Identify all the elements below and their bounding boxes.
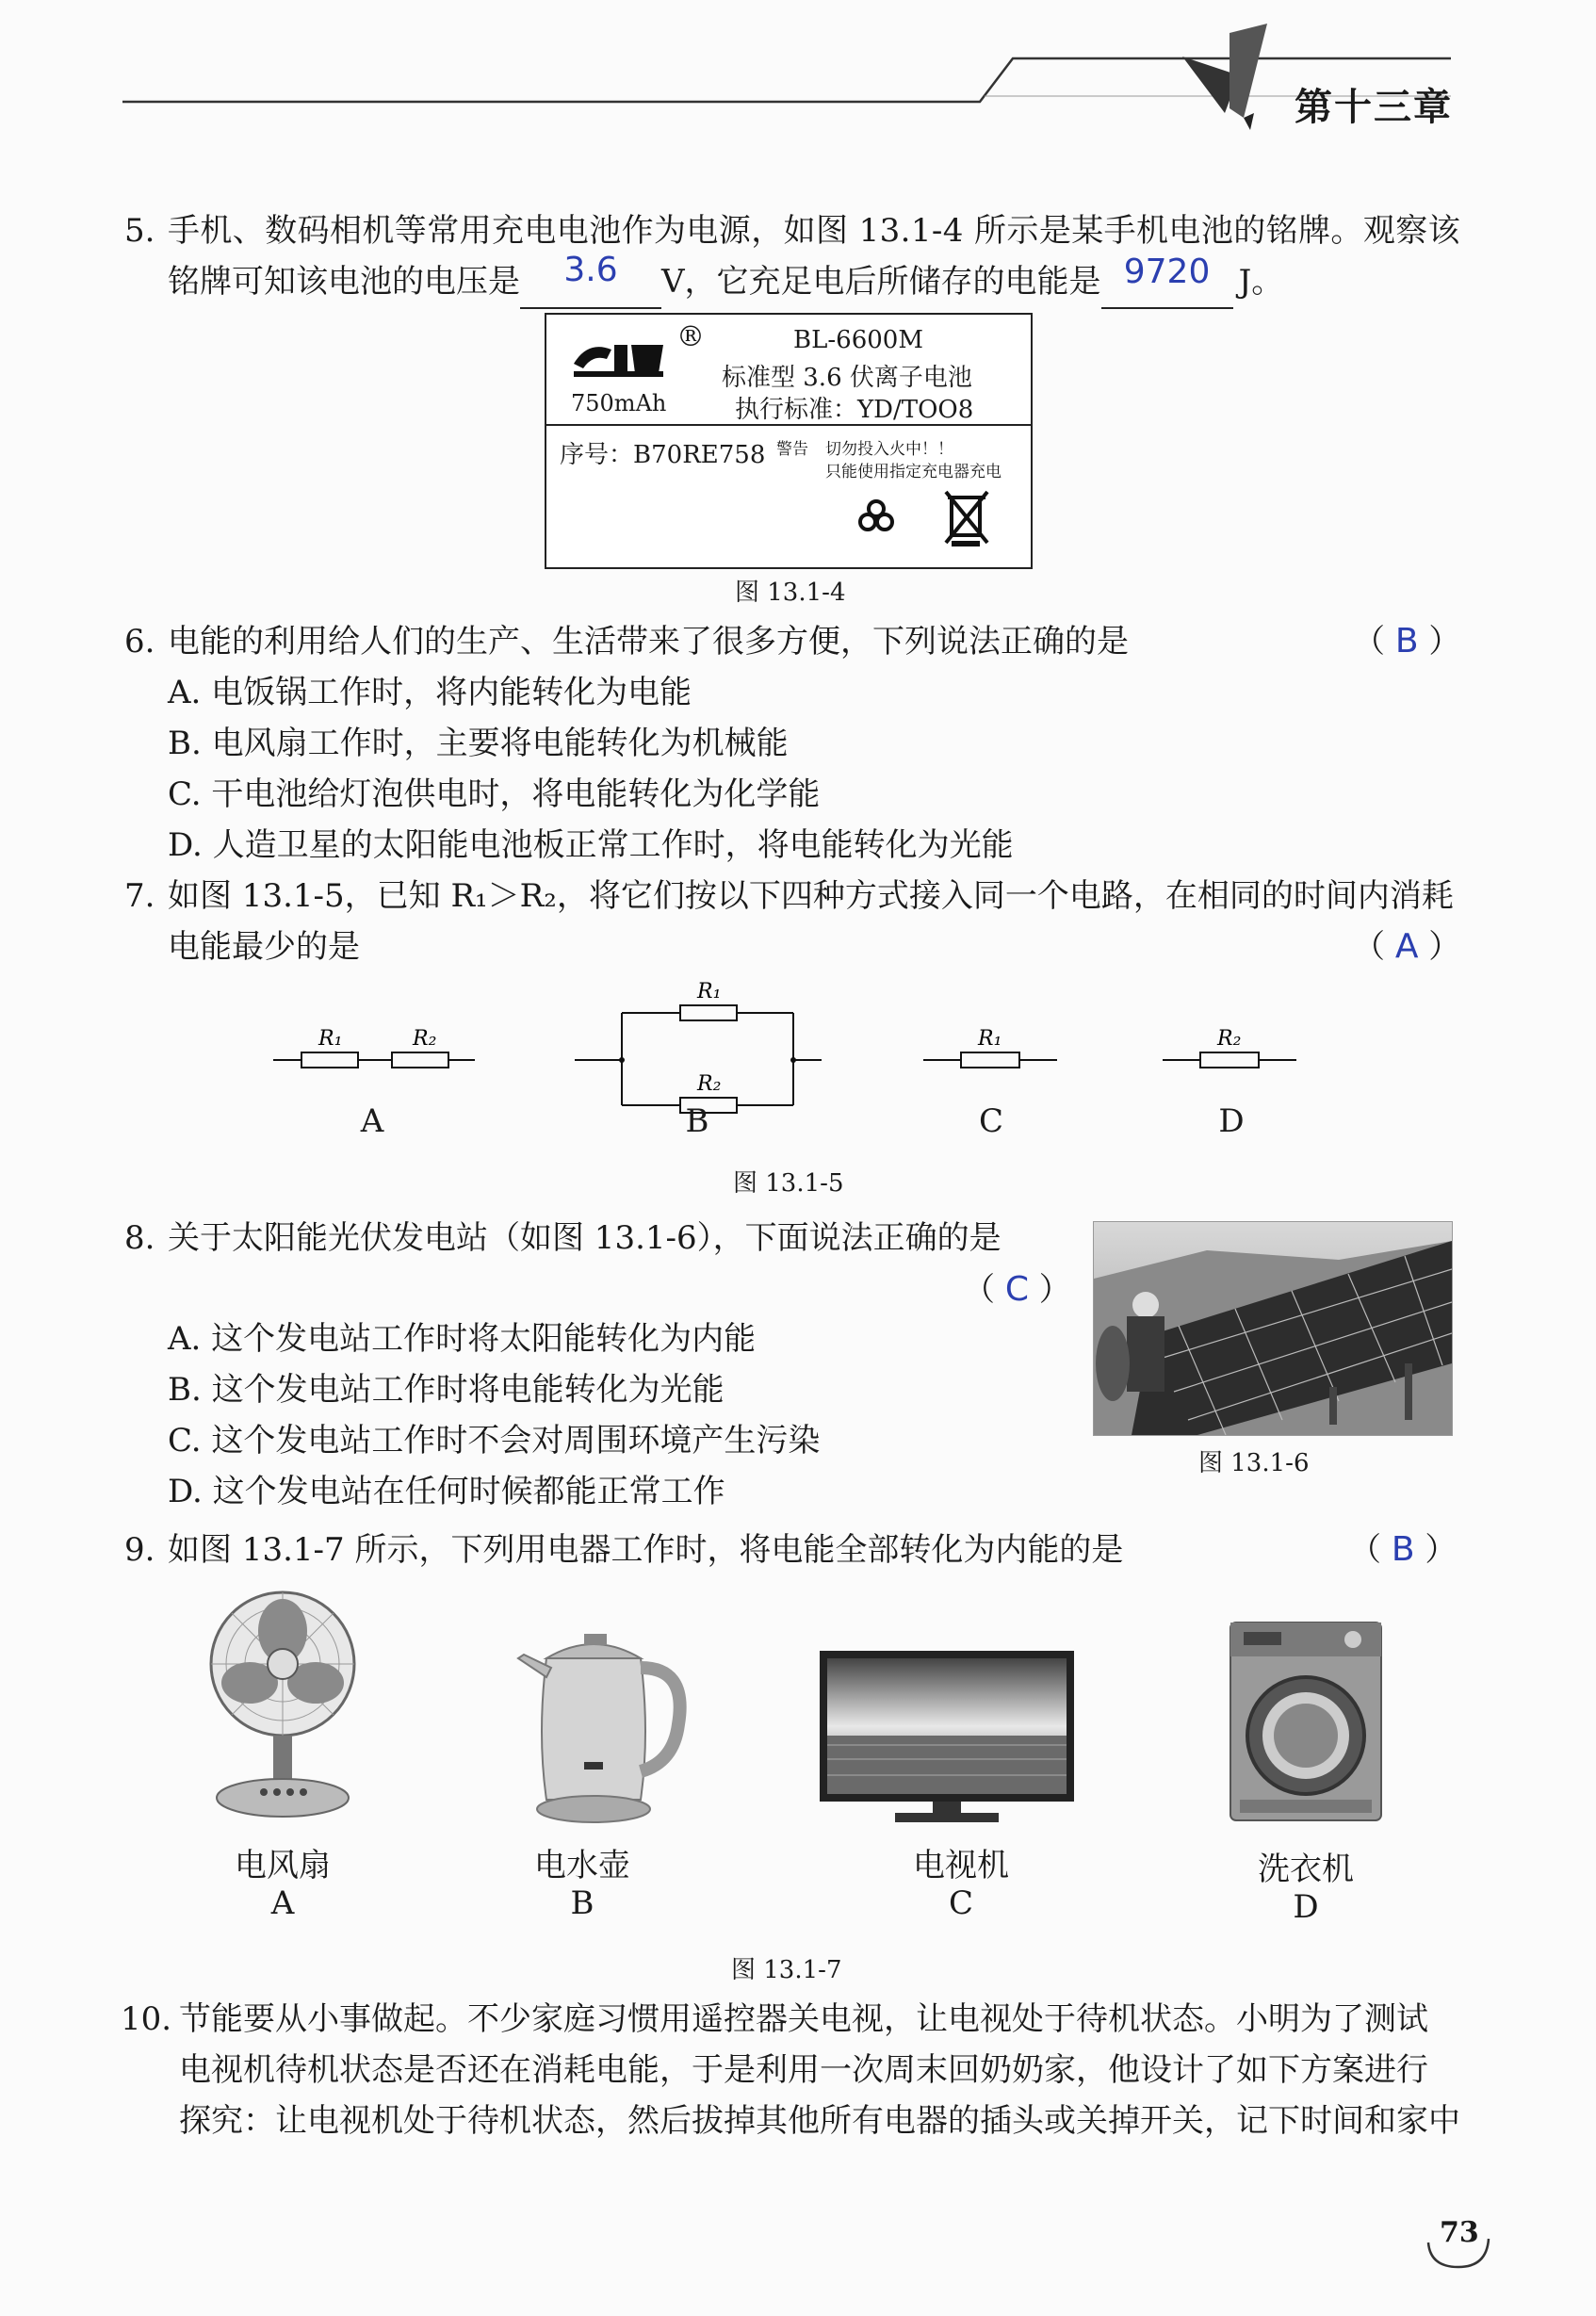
q6-answer-bracket: （ B ）: [1353, 622, 1461, 661]
q9-text: 如图 13.1-7 所示，下列用电器工作时，将电能全部转化为内能的是: [168, 1531, 1124, 1569]
page-number: 73: [1440, 2216, 1479, 2249]
q10-line3: 探究：让电视机处于待机状态，然后拔掉其他所有电器的插头或关掉开关，记下时间和家中: [179, 2102, 1460, 2140]
q7-answer: A: [1394, 927, 1419, 966]
electric-kettle-image: [509, 1621, 688, 1828]
figure-caption-13-1-6: 图 13.1-6: [1198, 1449, 1310, 1477]
battery-nameplate: [545, 313, 1033, 569]
circuit-label-a: A: [360, 1102, 384, 1140]
plate-capacity: 750mAh: [571, 390, 667, 416]
q8-answer: C: [1004, 1270, 1029, 1309]
circuit-label-b: B: [685, 1102, 709, 1140]
q5-blank-voltage: [520, 251, 661, 309]
q7-line2: 电能最少的是: [168, 928, 360, 966]
q7-answer-bracket: （ A ）: [1353, 927, 1461, 966]
q6-number: 6.: [124, 623, 155, 661]
q5-number: 5.: [124, 212, 155, 250]
q6-answer: B: [1394, 622, 1419, 661]
circuit-d-r2: R₂: [1217, 1027, 1242, 1051]
q10-line1: 节能要从小事做起。不少家庭习惯用遥控器关电视，让电视处于待机状态。小明为了测试: [179, 2000, 1428, 2038]
q5-line2: [168, 251, 1284, 309]
television-image: [820, 1651, 1074, 1830]
q6-option-d: D. 人造卫星的太阳能电池板正常工作时，将电能转化为光能: [168, 826, 1014, 864]
circuit-diagrams: [264, 966, 1347, 1126]
circuit-label-c: C: [978, 1102, 1003, 1140]
solar-panel-photo: [1093, 1221, 1453, 1436]
appliance-name-d: 洗衣机: [1258, 1851, 1354, 1888]
circuit-a-r1: R₁: [318, 1027, 343, 1051]
plate-warn1: 切勿投入火中！！: [825, 440, 953, 459]
q7-line1: 如图 13.1-5，已知 R₁＞R₂，将它们按以下四种方式接入同一个电路，在相同的时间内消耗: [168, 877, 1454, 915]
plate-warn-label: 警告: [776, 440, 808, 459]
appliance-name-a: 电风扇: [235, 1847, 331, 1884]
q9-number: 9.: [124, 1531, 155, 1569]
q10-number: 10.: [121, 2000, 172, 2038]
circuit-c: [923, 1027, 1057, 1068]
q5-text-c: J。: [1238, 263, 1284, 301]
plate-type: 标准型 3.6 伏离子电池: [722, 364, 972, 392]
q8-option-a: A. 这个发电站工作时将太阳能转化为内能: [168, 1320, 757, 1358]
q8-text: 关于太阳能光伏发电站（如图 13.1-6），下面说法正确的是: [168, 1219, 1002, 1257]
q9-answer: B: [1391, 1530, 1415, 1569]
q5-answer-voltage: 3.6: [563, 251, 618, 289]
q5-answer-energy: 9720: [1123, 253, 1211, 291]
appliance-letter-a: A: [270, 1884, 295, 1922]
q6-option-b: B. 电风扇工作时，主要将电能转化为机械能: [168, 725, 789, 762]
figure-caption-13-1-4: 图 13.1-4: [735, 579, 846, 607]
registered-mark: ®: [676, 320, 705, 353]
circuit-b: [575, 980, 822, 1113]
figure-caption-13-1-5: 图 13.1-5: [733, 1169, 844, 1198]
q5-blank-energy: [1101, 253, 1233, 309]
appliance-name-c: 电视机: [913, 1847, 1009, 1884]
circuit-a: [273, 1027, 475, 1068]
q9-answer-bracket: （ B ）: [1349, 1530, 1458, 1569]
q8-option-c: C. 这个发电站工作时不会对周围环境产生污染: [168, 1422, 821, 1460]
figure-caption-13-1-7: 图 13.1-7: [731, 1956, 842, 1984]
circuit-label-d: D: [1218, 1102, 1245, 1140]
recycle-icon: [855, 496, 897, 537]
q7-number: 7.: [124, 877, 155, 915]
q8-option-b: B. 这个发电站工作时将电能转化为光能: [168, 1371, 725, 1409]
washing-machine-image: [1221, 1613, 1391, 1830]
appliance-letter-b: B: [570, 1884, 594, 1922]
circuit-b-r2: R₂: [697, 1072, 722, 1096]
circuit-d: [1163, 1027, 1296, 1068]
plate-standard: 执行标准：YD/TOO8: [735, 396, 974, 424]
q6-option-a: A. 电饭锅工作时，将内能转化为电能: [168, 674, 692, 711]
no-trash-icon: [942, 488, 991, 548]
q6-text: 电能的利用给人们的生产、生活带来了很多方便，下列说法正确的是: [168, 623, 1129, 661]
q6-option-c: C. 干电池给灯泡供电时，将电能转化为化学能: [168, 775, 821, 813]
q5-text-a: 铭牌可知该电池的电压是: [168, 263, 520, 301]
q8-option-d: D. 这个发电站在任何时候都能正常工作: [168, 1473, 725, 1510]
brand-logo: [569, 335, 673, 383]
pencil-icon: [1173, 19, 1286, 132]
chapter-title: 第十三章: [1295, 85, 1453, 129]
q5-text-b: V，它充足电后所储存的电能是: [661, 263, 1101, 301]
q8-number: 8.: [124, 1219, 155, 1257]
circuit-b-r1: R₁: [697, 980, 722, 1003]
plate-model: BL-6600M: [793, 326, 923, 354]
appliance-name-b: 电水壶: [534, 1847, 630, 1884]
plate-serial: 序号：B70RE758: [560, 441, 766, 469]
plate-warn2: 只能使用指定充电器充电: [825, 463, 1002, 481]
plate-divider: [546, 424, 1031, 426]
appliance-letter-c: C: [948, 1884, 973, 1922]
appliance-letter-d: D: [1293, 1888, 1319, 1926]
q5-line1: 手机、数码相机等常用充电电池作为电源，如图 13.1-4 所示是某手机电池的铭牌。观察该: [168, 212, 1461, 250]
electric-fan-image: [198, 1589, 367, 1824]
circuit-a-r2: R₂: [413, 1027, 437, 1051]
circuit-c-r1: R₁: [978, 1027, 1002, 1051]
q8-answer-bracket: （ C ）: [963, 1270, 1071, 1309]
q10-line2: 电视机待机状态是否还在消耗电能，于是利用一次周末回奶奶家，他设计了如下方案进行: [179, 2051, 1428, 2089]
